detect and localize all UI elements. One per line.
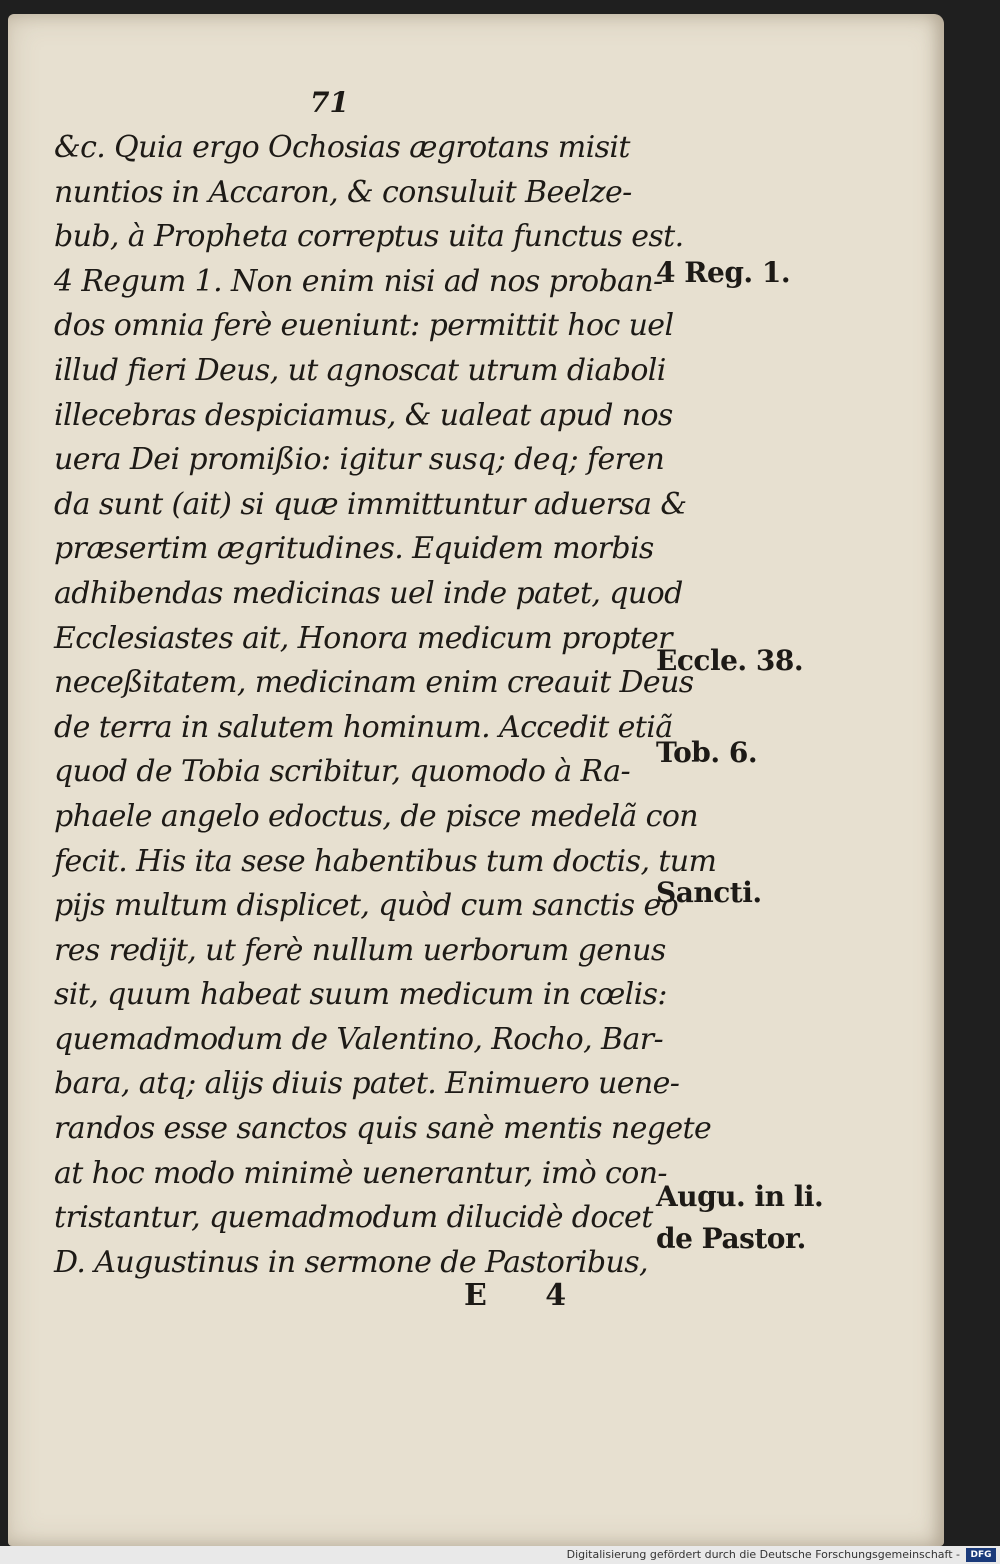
text-line: &c. Quia ergo Ochosias ægrotans misit [54, 130, 630, 165]
margin-note-sancti: Sancti. [656, 876, 762, 909]
text-line: de terra in salutem hominum. Accedit etiã [54, 709, 673, 745]
footer-credit: Digitalisierung gefördert durch die Deutsche Forschungsgemeinschaft - [566, 1548, 960, 1561]
text-line: uera Dei promißio: igitur susq; deq; feren [54, 442, 665, 478]
margin-note-reg: 4 Reg. 1. [656, 256, 791, 289]
text-line: nuntios in Accaron, & consuluit Beelze- [54, 174, 632, 210]
text-line: adhibendas medicinas uel inde patet, quod [54, 575, 683, 611]
book-page [8, 14, 944, 1546]
signature-mark: E 4 [464, 1278, 591, 1313]
margin-note-pastor: de Pastor. [656, 1222, 806, 1255]
text-line: fecit. His ita sese habentibus tum doctis, tum [54, 843, 717, 879]
text-line: illud fieri Deus, ut agnoscat utrum diaboli [54, 352, 666, 388]
text-line: sit, quum habeat suum medicum in cœlis: [54, 977, 667, 1013]
text-line: illecebras despiciamus, & ualeat apud nos [54, 397, 673, 433]
text-line: 4 Regum 1. Non enim nisi ad nos proban- [54, 263, 663, 299]
text-line: præsertim ægritudines. Equidem morbis [54, 531, 654, 567]
text-line: dos omnia ferè eueniunt: permittit hoc uel [54, 308, 674, 344]
text-line: at hoc modo minimè uenerantur, imò con- [54, 1155, 667, 1191]
text-line: D. Augustinus in sermone de Pastoribus, [54, 1244, 648, 1280]
text-line: Ecclesiastes ait, Honora medicum propter [54, 620, 672, 656]
text-line: bara, atq; alijs diuis patet. Enimuero uene- [54, 1066, 680, 1102]
margin-note-augu: Augu. in li. [656, 1180, 824, 1213]
margin-note-eccle: Eccle. 38. [656, 644, 804, 677]
text-line: bub, à Propheta correptus uita functus est. [54, 219, 684, 255]
text-line: da sunt (ait) si quæ immittuntur aduersa & [54, 486, 687, 522]
text-line: neceßitatem, medicinam enim creauit Deus [54, 665, 694, 701]
text-line: randos esse sanctos quis sanè mentis negete [54, 1111, 712, 1147]
text-line: tristantur, quemadmodum dilucidè docet [54, 1200, 653, 1236]
dfg-logo: DFG [966, 1548, 996, 1562]
page-number: 71 [310, 86, 349, 119]
text-line: quemadmodum de Valentino, Rocho, Bar- [54, 1021, 664, 1057]
margin-note-tob: Tob. 6. [656, 736, 758, 769]
text-line: res redijt, ut ferè nullum uerborum genus [54, 932, 666, 968]
text-line: pijs multum displicet, quòd cum sanctis eò [54, 888, 679, 924]
text-line: quod de Tobia scribitur, quomodo à Ra- [54, 754, 631, 790]
text-line: phaele angelo edoctus, de pisce medelã con [54, 798, 699, 834]
